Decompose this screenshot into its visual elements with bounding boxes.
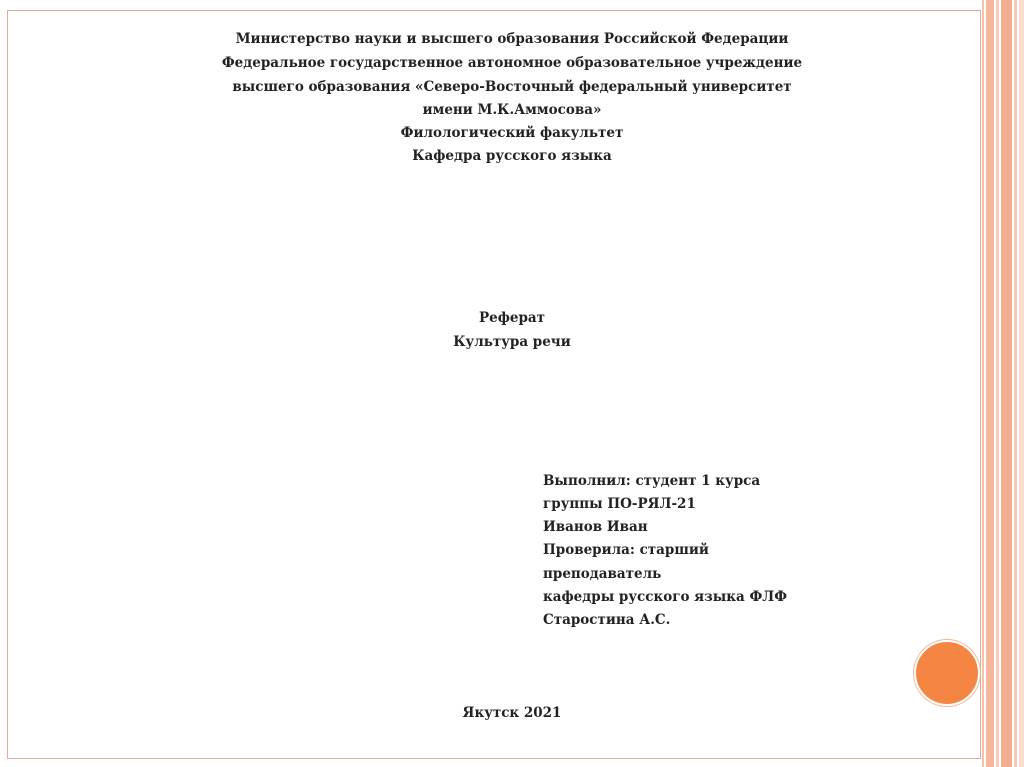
author-line: преподаватель	[543, 566, 662, 582]
faculty-line: Филологический факультет	[400, 125, 624, 141]
author-line: Выполнил: студент 1 курса	[543, 473, 761, 489]
document-type: Реферат	[478, 310, 546, 326]
stripe	[1019, 0, 1024, 767]
university-name-line: высшего образования «Северо-Восточный федеральный университет	[232, 79, 792, 95]
author-line: группы ПО-РЯЛ-21	[543, 496, 696, 512]
institution-type-line: Федеральное государственное автономное образовательное учреждение	[221, 55, 803, 71]
stripe	[1001, 0, 1012, 767]
author-line: Проверила: старший	[543, 542, 709, 558]
author-line: Старостина А.С.	[543, 612, 671, 628]
ministry-line: Министерство науки и высшего образования Российской Федерации	[235, 31, 789, 47]
stripe	[1014, 0, 1017, 767]
author-line: кафедры русского языка ФЛФ	[543, 589, 788, 605]
department-line: Кафедра русского языка	[412, 148, 612, 164]
city-year: Якутск 2021	[462, 705, 562, 721]
document-subject: Культура речи	[453, 334, 571, 350]
decorative-circle	[914, 640, 980, 706]
university-honorific-line: имени М.К.Аммосова»	[422, 102, 602, 118]
author-line: Иванов Иван	[543, 519, 648, 535]
stripe	[982, 0, 984, 767]
page-frame	[7, 10, 981, 759]
decorative-stripes	[982, 0, 1024, 767]
stripe	[986, 0, 994, 767]
stripe	[996, 0, 999, 767]
